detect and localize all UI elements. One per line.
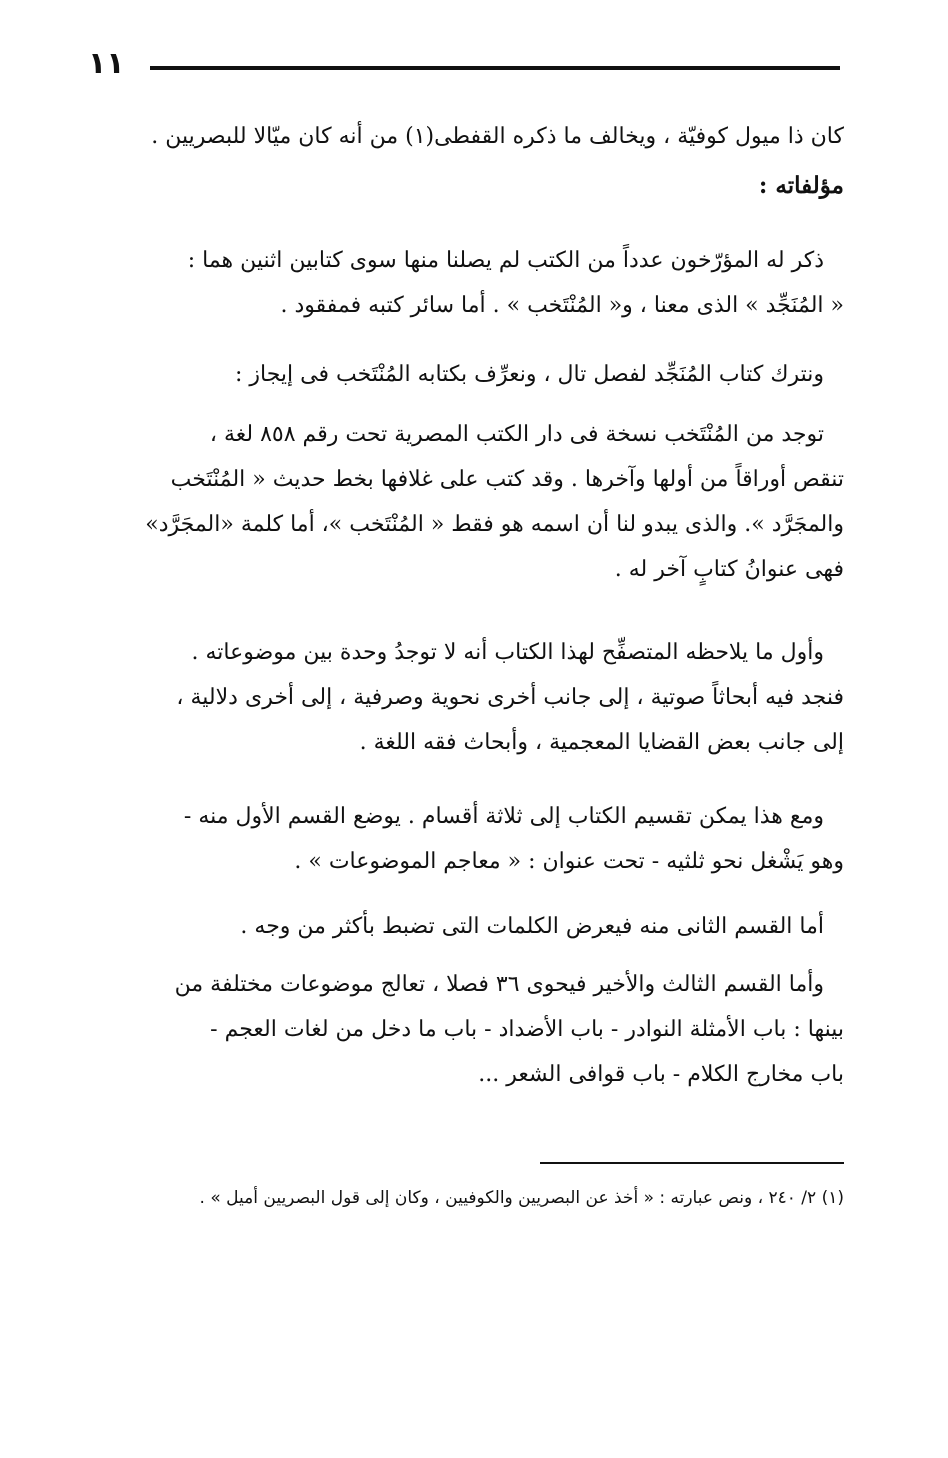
- text-line: كان ذا ميول كوفيّة ، ويخالف ما ذكره القفطى(١) من أنه كان ميّالا للبصريين .: [151, 124, 844, 149]
- text-line: وأما القسم الثالث والأخير فيحوى ٣٦ فصلا ، تعالج موضوعات مختلفة من: [174, 972, 824, 997]
- footnote: (١) ٢/ ٢٤٠ ، ونص عبارته : « أخذ عن البصريين والكوفيين ، وكان إلى قول البصريين أميل » .: [199, 1188, 844, 1208]
- paragraph-3: [84, 412, 844, 592]
- text-line: توجد من المُنْتَخب نسخة فى دار الكتب المصرية تحت رقم ٨٥٨ لغة ،: [209, 422, 824, 447]
- paragraph-4: [84, 630, 844, 765]
- text-line: تنقص أوراقاً من أولها وآخرها . وقد كتب على غلافها بخط حديث « المُنْتَخب: [170, 467, 844, 492]
- paragraph-intro: [84, 114, 844, 159]
- text-line: فهى عنوانُ كتابٍ آخر له .: [614, 557, 844, 582]
- text-line: ونترك كتاب المُنَجِّد لفصل تال ، ونعرِّف بكتابه المُنْتَخب فى إيجاز :: [235, 362, 824, 387]
- text-line: بينها : باب الأمثلة النوادر - باب الأضداد - باب ما دخل من لغات العجم -: [210, 1017, 844, 1042]
- section-heading: مؤلفاته :: [758, 172, 844, 199]
- paragraph-5: [84, 794, 844, 884]
- text-line: « المُنَجِّد » الذى معنا ، و« المُنْتَخب » . أما سائر كتبه فمفقود .: [280, 293, 844, 318]
- text-line: إلى جانب بعض القضايا المعجمية ، وأبحاث فقه اللغة .: [359, 730, 844, 755]
- paragraph-2: [84, 352, 844, 397]
- paragraph-1: [84, 238, 844, 328]
- paragraph-6: [84, 904, 844, 949]
- text-line: والمجَرَّد ». والذى يبدو لنا أن اسمه هو فقط « المُنْتَخب »، أما كلمة «المجَرَّد»: [145, 512, 844, 537]
- header-rule: [150, 66, 840, 70]
- text-line: وهو يَشْغل نحو ثلثيه - تحت عنوان : « معاجم الموضوعات » .: [294, 849, 844, 874]
- text-line: باب مخارج الكلام - باب قوافى الشعر ...: [478, 1062, 844, 1087]
- footnote-rule: [540, 1162, 844, 1164]
- paragraph-7: [84, 962, 844, 1097]
- page-number: ١١: [88, 46, 125, 81]
- text-line: وأول ما يلاحظه المتصفِّح لهذا الكتاب أنه لا توجدُ وحدة بين موضوعاته .: [191, 640, 824, 665]
- text-line: ذكر له المؤرّخون عدداً من الكتب لم يصلنا منها سوى كتابين اثنين هما :: [187, 248, 824, 273]
- text-line: أما القسم الثانى منه فيعرض الكلمات التى تضبط بأكثر من وجه .: [240, 914, 824, 939]
- text-line: ومع هذا يمكن تقسيم الكتاب إلى ثلاثة أقسام . يوضع القسم الأول منه -: [183, 804, 824, 829]
- text-line: فنجد فيه أبحاثاً صوتية ، إلى جانب أخرى نحوية وصرفية ، إلى أخرى دلالية ،: [176, 685, 844, 710]
